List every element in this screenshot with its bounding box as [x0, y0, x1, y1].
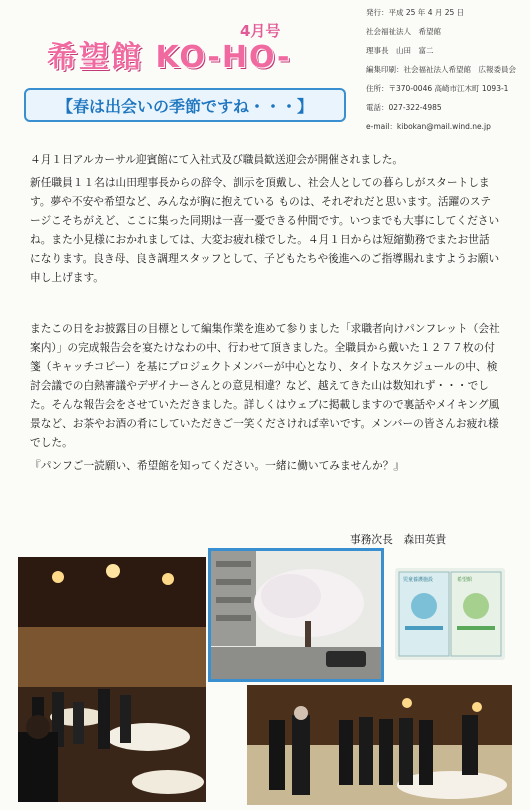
article-paragraph: またこの日をお披露目の目標として編集作業を進めて参りました「求職者向けパンフレット（会社案内）」の完成報告会を宴たけなわの中、行わせて頂きました。全職員から戴いた１２７７枚の付箋（キャッチコピー）を基にプロジェクトメンバーが中心となり、タイトなスケジュールの中、検討会議での白熱審議やデザイナーさんとの意見相違？など、越えてきた山は数知れず・・・でした。そんな報告会をさせていただきました。詳しくはウェブに掲載しますので裏話やメイキング風景など、お茶やお酒の肴にしていただきご一笑くださければ幸いです。メンバーの皆さんお疲れ様でした。 [30, 322, 500, 449]
cherry-tree-image [211, 551, 381, 679]
headline-text: 【春は出会いの季節ですね・・・】 [56, 96, 313, 116]
email-info: e-mail：kibokan@mail.wind.ne.jp [366, 122, 491, 131]
publication-info [366, 6, 526, 134]
speech-photo [247, 685, 512, 805]
article-lead: ４月１日アルカーサル迎賓館にて入社式及び職員歓送迎会が開催されました。 [30, 153, 404, 166]
pamphlet-left-label: 児童養護施設 [403, 577, 434, 583]
article-closing: 『パンフご一読願い、希望館を知ってください。一緒に働いてみませんか？』 [30, 459, 405, 472]
newsletter-title: 希望館 KO-HO- [47, 40, 292, 75]
party-scene-image [18, 557, 206, 802]
pamphlet-right-label: 希望館 [457, 577, 473, 583]
phone-info: 電話：027-322-4985 [366, 103, 442, 112]
article-signature: 事務次長 森田英貴 [350, 533, 447, 546]
speech-scene-image [247, 685, 512, 805]
article-body [30, 150, 500, 475]
pamphlet-photo [395, 568, 505, 660]
headline-banner [24, 88, 346, 122]
building-photo [208, 548, 384, 682]
editor-info: 編集印刷：社会福祉法人希望館 広報委員会 [366, 65, 516, 74]
publish-date: 発行：平成 25 年 4 月 25 日 [366, 8, 465, 17]
chairman-name: 理事長 山田 富二 [366, 46, 434, 55]
issue-label: 4月号 [240, 22, 281, 40]
party-photo [18, 557, 206, 802]
address-info: 住所：〒370-0046 高崎市江木町 1093-1 [366, 84, 509, 93]
article-paragraph: 新任職員１１名は山田理事長からの辞令、訓示を頂戴し、社会人としての暮らしがスタートします。夢や不安や希望など、みんなが胸に抱えている ものは、それぞれだと思います。活躍のステージこそちがえど、ここに集った同期は一喜一憂できる仲間です。いつまでも大事にしてくださいね。また小見様におかれましては、大変お疲れ様でした。４月１日からは短縮勤務でまたお世話になります。良き母、良き調理スタッフとして、子どもたちや後進へのご指導賜れますようお願い申し上げます。 [30, 176, 500, 284]
publisher-name: 社会福祉法人 希望館 [366, 27, 441, 36]
